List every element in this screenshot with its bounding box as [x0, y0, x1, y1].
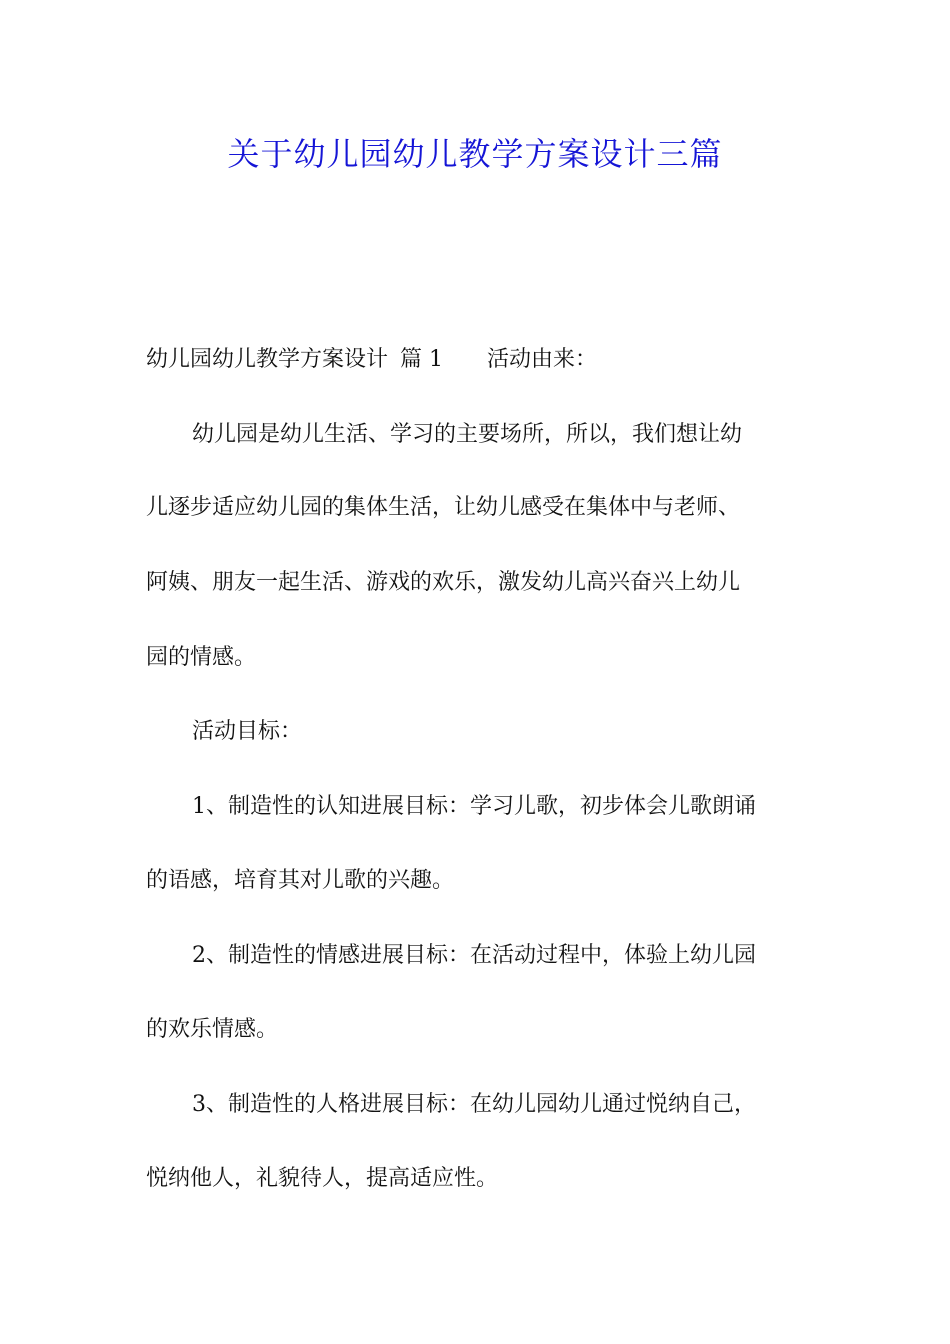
section-heading-line: [146, 343, 826, 377]
paragraph-line: 幼儿园是幼儿生活、学习的主要场所，所以，我们想让幼: [192, 422, 743, 447]
section-subheading: 活动由来：: [487, 347, 598, 372]
goal-item-1: 1、制造性的认知进展目标：学习儿歌，初步体会儿歌朗诵: [192, 794, 756, 819]
paragraph-line: 儿逐步适应幼儿园的集体生活，让幼儿感受在集体中与老师、: [146, 495, 741, 520]
document-title: 关于幼儿园幼儿教学方案设计三篇: [227, 135, 723, 173]
paragraph-line: 阿姨、朋友一起生活、游戏的欢乐，激发幼儿高兴奋兴上幼儿: [146, 570, 741, 595]
paragraph-line: 悦纳他人，礼貌待人，提高适应性。: [146, 1166, 499, 1191]
paragraph-line: 园的情感。: [146, 645, 257, 670]
section-heading-name: 幼儿园幼儿教学方案设计: [146, 347, 389, 372]
goal-item-2: 2、制造性的情感进展目标：在活动过程中，体验上幼儿园: [192, 943, 756, 968]
goal-item-3: 3、制造性的人格进展目标：在幼儿园幼儿通过悦纳自己，: [192, 1092, 756, 1117]
paragraph-line: 的语感，培育其对儿歌的兴趣。: [146, 868, 455, 893]
section-heading-part: 篇 1: [400, 347, 444, 372]
paragraph-line: 的欢乐情感。: [146, 1017, 279, 1042]
activity-goals-heading: 活动目标：: [192, 719, 303, 744]
